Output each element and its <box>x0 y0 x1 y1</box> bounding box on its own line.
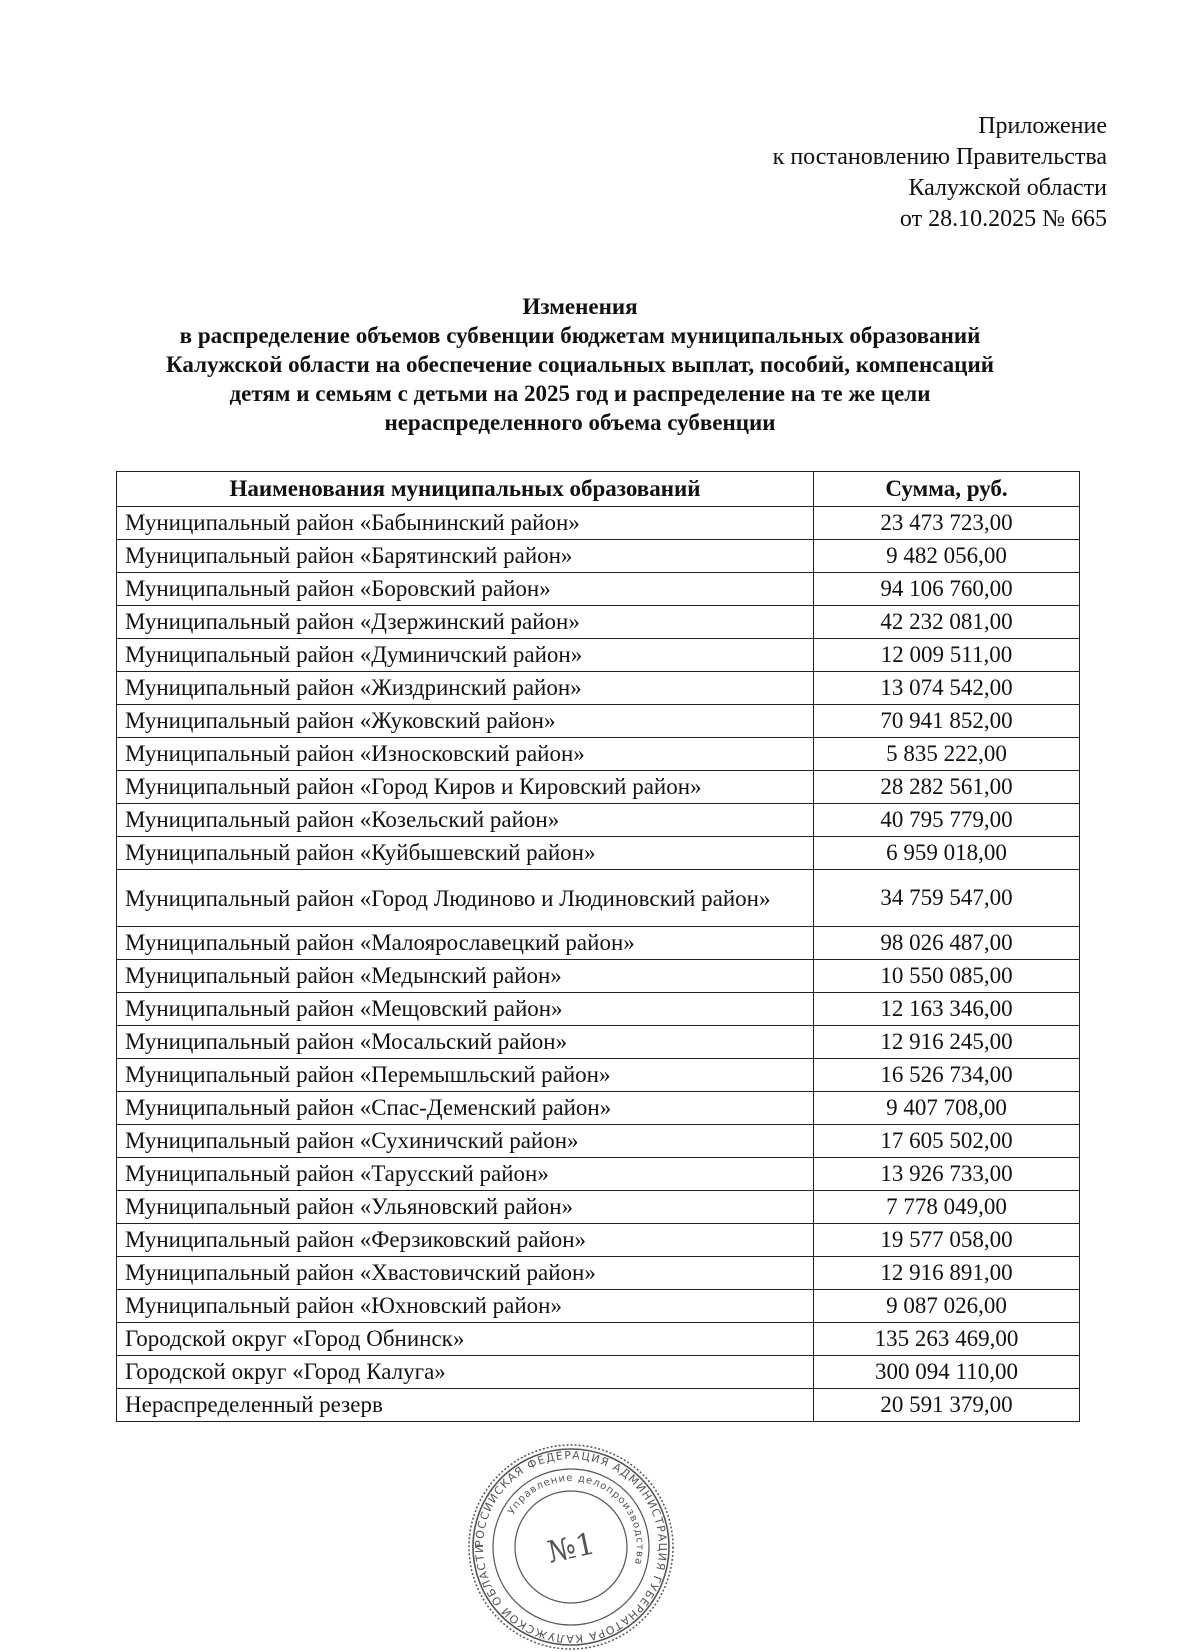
table-row <box>117 1290 1080 1323</box>
table-row <box>117 927 1080 960</box>
municipality-name: Муниципальный район «Куйбышевский район» <box>117 837 814 870</box>
table-row <box>117 1389 1080 1422</box>
table-row <box>117 837 1080 870</box>
table-row <box>117 1191 1080 1224</box>
table-row <box>117 573 1080 606</box>
seal-inner-text: Управление делопроизводства <box>506 1472 646 1567</box>
municipality-name: Муниципальный район «Ульяновский район» <box>117 1191 814 1224</box>
table-row <box>117 804 1080 837</box>
municipality-name: Муниципальный район «Жуковский район» <box>117 705 814 738</box>
amount: 10 550 085,00 <box>814 960 1080 993</box>
title-line-3: Калужской области на обеспечение социальных выплат, пособий, компенсаций <box>166 352 994 377</box>
table-row <box>117 1059 1080 1092</box>
table-row <box>117 705 1080 738</box>
table-row <box>117 960 1080 993</box>
table-row <box>117 606 1080 639</box>
amount: 12 163 346,00 <box>814 993 1080 1026</box>
appendix-label: Приложение <box>978 113 1107 139</box>
amount: 98 026 487,00 <box>814 927 1080 960</box>
municipality-name: Муниципальный район «Мосальский район» <box>117 1026 814 1059</box>
table-header-row <box>117 472 1080 507</box>
municipality-name: Муниципальный район «Малоярославецкий район» <box>117 927 814 960</box>
official-seal-stamp <box>466 1442 676 1652</box>
municipality-name: Муниципальный район «Тарусский район» <box>117 1158 814 1191</box>
municipality-name: Муниципальный район «Дзержинский район» <box>117 606 814 639</box>
amount: 9 087 026,00 <box>814 1290 1080 1323</box>
appendix-header <box>773 111 1107 235</box>
table-row <box>117 870 1080 927</box>
municipality-name: Городской округ «Город Обнинск» <box>117 1323 814 1356</box>
amount: 9 482 056,00 <box>814 540 1080 573</box>
appendix-decree: к постановлению Правительства <box>772 144 1107 170</box>
amount: 12 916 891,00 <box>814 1257 1080 1290</box>
title-line-2: в распределение объемов субвенции бюджетам муниципальных образований <box>179 323 981 348</box>
table-row <box>117 672 1080 705</box>
seal-outer-text: РОССИЙСКАЯ ФЕДЕРАЦИЯ АДМИНИСТРАЦИЯ ГУБЕРНАТОРА КАЛУЖСКОЙ ОБЛАСТИ <box>472 1448 670 1646</box>
municipality-name: Муниципальный район «Жиздринский район» <box>117 672 814 705</box>
table-row <box>117 1257 1080 1290</box>
municipality-name: Муниципальный район «Город Людиново и Людиновский район» <box>117 870 814 927</box>
municipality-name: Городской округ «Город Калуга» <box>117 1356 814 1389</box>
table-row <box>117 993 1080 1026</box>
appendix-date-number: от 28.10.2025 № 665 <box>899 206 1107 232</box>
amount: 16 526 734,00 <box>814 1059 1080 1092</box>
municipality-name: Муниципальный район «Козельский район» <box>117 804 814 837</box>
amount: 13 926 733,00 <box>814 1158 1080 1191</box>
amount: 20 591 379,00 <box>814 1389 1080 1422</box>
subvention-table <box>116 471 1080 1422</box>
amount: 5 835 222,00 <box>814 738 1080 771</box>
amount: 12 009 511,00 <box>814 639 1080 672</box>
municipality-name: Муниципальный район «Бабынинский район» <box>117 507 814 540</box>
amount: 300 094 110,00 <box>814 1356 1080 1389</box>
table-row <box>117 639 1080 672</box>
document-title <box>150 292 1010 437</box>
amount: 94 106 760,00 <box>814 573 1080 606</box>
municipality-name: Муниципальный район «Износковский район» <box>117 738 814 771</box>
table-row <box>117 771 1080 804</box>
municipality-name: Муниципальный район «Думиничский район» <box>117 639 814 672</box>
table-row <box>117 1092 1080 1125</box>
municipality-name: Муниципальный район «Перемышльский район» <box>117 1059 814 1092</box>
municipality-name: Нераспределенный резерв <box>117 1389 814 1422</box>
amount: 12 916 245,00 <box>814 1026 1080 1059</box>
amount: 34 759 547,00 <box>814 870 1080 927</box>
amount: 40 795 779,00 <box>814 804 1080 837</box>
appendix-region: Калужской области <box>908 175 1107 201</box>
amount: 19 577 058,00 <box>814 1224 1080 1257</box>
municipality-name: Муниципальный район «Юхновский район» <box>117 1290 814 1323</box>
municipality-name: Муниципальный район «Мещовский район» <box>117 993 814 1026</box>
municipality-name: Муниципальный район «Барятинский район» <box>117 540 814 573</box>
seal-number: №1 <box>544 1526 599 1571</box>
amount: 7 778 049,00 <box>814 1191 1080 1224</box>
municipality-name: Муниципальный район «Спас-Деменский район» <box>117 1092 814 1125</box>
municipality-name: Муниципальный район «Медынский район» <box>117 960 814 993</box>
table-row <box>117 1224 1080 1257</box>
amount: 70 941 852,00 <box>814 705 1080 738</box>
title-line-5: нераспределенного объема субвенции <box>384 410 776 435</box>
title-line-1: Изменения <box>522 294 638 319</box>
title-line-4: детям и семьям с детьми на 2025 год и распределение на те же цели <box>229 381 931 406</box>
municipality-name: Муниципальный район «Ферзиковский район» <box>117 1224 814 1257</box>
table-row <box>117 738 1080 771</box>
table-row <box>117 1323 1080 1356</box>
table-row <box>117 1158 1080 1191</box>
amount: 17 605 502,00 <box>814 1125 1080 1158</box>
municipality-name: Муниципальный район «Хвастовичский район» <box>117 1257 814 1290</box>
column-header-sum: Сумма, руб. <box>814 472 1080 507</box>
amount: 13 074 542,00 <box>814 672 1080 705</box>
table-row <box>117 1026 1080 1059</box>
amount: 28 282 561,00 <box>814 771 1080 804</box>
amount: 42 232 081,00 <box>814 606 1080 639</box>
municipality-name: Муниципальный район «Сухиничский район» <box>117 1125 814 1158</box>
table-row <box>117 1356 1080 1389</box>
municipality-name: Муниципальный район «Боровский район» <box>117 573 814 606</box>
amount: 6 959 018,00 <box>814 837 1080 870</box>
amount: 23 473 723,00 <box>814 507 1080 540</box>
amount: 9 407 708,00 <box>814 1092 1080 1125</box>
municipality-name: Муниципальный район «Город Киров и Кировский район» <box>117 771 814 804</box>
table-row <box>117 540 1080 573</box>
table-row <box>117 507 1080 540</box>
table-row <box>117 1125 1080 1158</box>
amount: 135 263 469,00 <box>814 1323 1080 1356</box>
column-header-name: Наименования муниципальных образований <box>117 472 814 507</box>
